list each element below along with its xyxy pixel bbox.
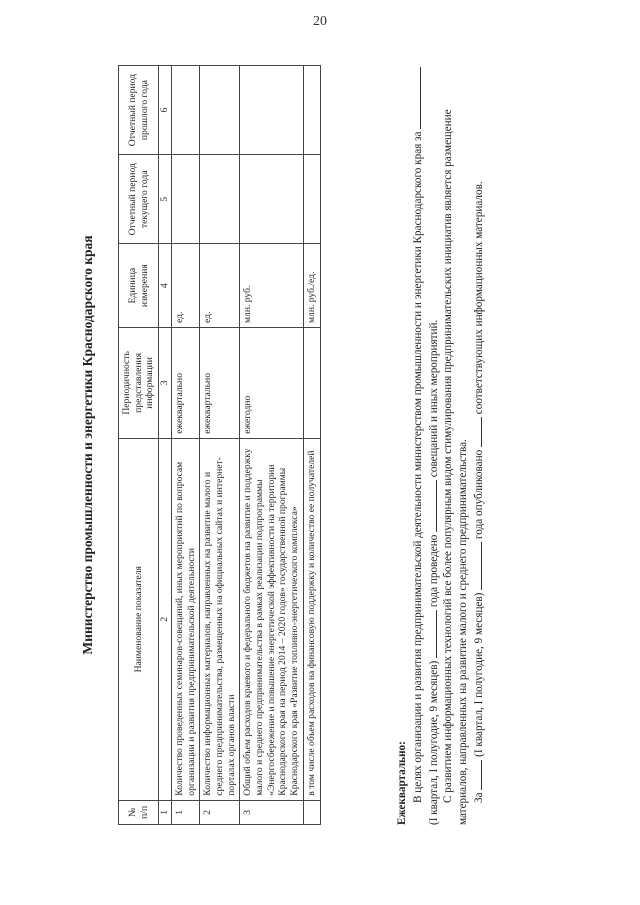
fill-in-blank — [471, 542, 482, 590]
row-periodicity: ежегодно — [240, 328, 304, 439]
header-unit: Единица измерения — [119, 244, 159, 328]
paragraph-text: соответствующих информационных материалов. — [472, 181, 485, 415]
paragraph-text: (I квартал, I полугодие, 9 месяцев) — [472, 592, 485, 757]
row-periodicity: ежеквартально — [200, 328, 240, 439]
row-unit: ед. — [171, 244, 199, 328]
header-previous-period: Отчетный период прошлого года — [119, 66, 159, 155]
paragraph-publications — [471, 65, 487, 825]
row-current — [171, 155, 199, 244]
paragraph-events — [410, 65, 442, 825]
section-heading: Ежеквартально: — [396, 741, 408, 825]
header-num: № п/п — [119, 800, 159, 824]
column-number: 5 — [159, 155, 172, 244]
column-number: 1 — [159, 800, 172, 824]
row-previous — [200, 66, 240, 155]
paragraph-text: года проведено — [427, 534, 440, 608]
header-name: Наименование показателя — [119, 438, 159, 800]
header-periodicity: Периодичность представления информации — [119, 328, 159, 439]
row-current — [240, 155, 304, 244]
row-unit: ед. — [200, 244, 240, 328]
table-row — [240, 66, 304, 825]
paragraph-text: За — [472, 792, 485, 803]
column-number: 4 — [159, 244, 172, 328]
paragraph-technologies: С развитием информационных технологий все более популярным видом стимулирования предпринимательских инициатив является размещение материалов, направленных на развитие малого и среднего предпринимательства. — [442, 109, 470, 825]
row-current — [200, 155, 240, 244]
page-number: 20 — [313, 14, 327, 29]
column-number: 3 — [159, 328, 172, 439]
row-unit: млн. руб. — [240, 244, 304, 328]
landscape-content — [80, 55, 520, 835]
fill-in-blank — [471, 417, 482, 447]
column-number-row — [159, 66, 172, 825]
paragraph-text: года опубликовано — [472, 449, 485, 539]
fill-in-blank — [471, 760, 482, 790]
indicators-table — [118, 65, 321, 825]
table-row — [171, 66, 199, 825]
row-name: в том числе объем расходов на финансовую поддержку и количество ее получателей — [303, 438, 320, 800]
column-number: 2 — [159, 438, 172, 800]
row-num — [303, 800, 320, 824]
report-text — [395, 65, 487, 825]
fill-in-blank — [410, 67, 421, 129]
fill-in-blank — [426, 480, 437, 532]
row-unit: млн. руб./ед. — [303, 244, 320, 328]
paragraph-text: совещаний и иных мероприятий. — [427, 319, 440, 478]
table-row — [200, 66, 240, 825]
table-row — [303, 66, 320, 825]
row-previous — [303, 66, 320, 155]
row-periodicity — [303, 328, 320, 439]
row-current — [303, 155, 320, 244]
row-num: 3 — [240, 800, 304, 824]
header-current-period: Отчетный период текущего года — [119, 155, 159, 244]
table-header-row — [119, 66, 159, 825]
row-name: Количество проведенных семинаров-совещаний, иных мероприятий по вопросам организации и развития предпринимательской деятельности — [171, 438, 199, 800]
document-title: Министерство промышленности и энергетики Краснодарского края — [80, 235, 95, 655]
row-previous — [171, 66, 199, 155]
row-num: 2 — [200, 800, 240, 824]
row-periodicity: ежеквартально — [171, 328, 199, 439]
fill-in-blank — [426, 610, 437, 658]
column-number: 6 — [159, 66, 172, 155]
row-name: Количество информационных материалов, направленных на развитие малого и среднего предпринимательства, размещенных на официальных сайтах и интернет-порталах органов власти — [200, 438, 240, 800]
row-name: Общий объем расходов краевого и федерального бюджетов на развитие и поддержку малого и среднего предпринимательства в рамках реализации подпрограммы «Энергосбережение и повышение энергетической эффективности на территории Краснодарского края на период 2014 – 2020 годов» государственной программы Краснодарского края «Развитие топливно-энергетического комплекса» — [240, 438, 304, 800]
row-num: 1 — [171, 800, 199, 824]
row-previous — [240, 66, 304, 155]
paragraph-text: В целях организации и развития предпринимательской деятельности министерством промышленности и энергетики Краснодарского края за — [411, 131, 424, 803]
paragraph-text: (I квартал, I полугодие, 9 месяцев) — [427, 660, 440, 825]
